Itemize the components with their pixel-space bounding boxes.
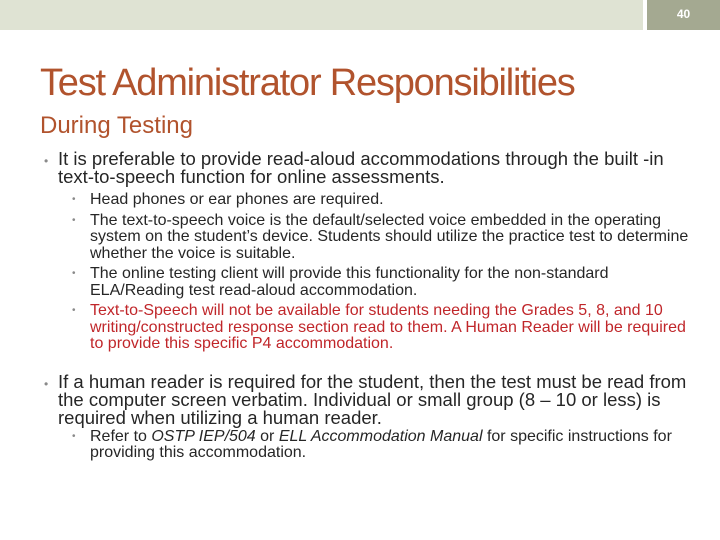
sub-bullet-4-text: Text-to-Speech will not be available for students needing the Grades 5, 8, and 10 writing/constructed response section read to them. A Human Reader will be required to provide this specific P4 accommodation.	[90, 302, 686, 352]
sub-bullet-3-text: The online testing client will provide this functionality for the non-standard ELA/Reading test read-aloud accommodation.	[90, 265, 609, 299]
sub-bullet-5	[44, 429, 694, 462]
bullet-2-sublist	[44, 429, 694, 462]
bullet-1-sublist	[44, 192, 694, 353]
bullet-dot: •	[72, 268, 76, 279]
sub-bullet-1-text: Head phones or ear phones are required.	[90, 191, 384, 208]
ell-manual-ref: ELL Accommodation Manual	[278, 427, 483, 445]
bullet-2	[44, 370, 694, 428]
content-body	[44, 150, 694, 466]
bullet-dot: •	[72, 214, 76, 226]
bullet-dot: •	[44, 376, 49, 391]
sub-bullet-1	[44, 192, 694, 209]
slide-subtitle: During Testing	[40, 112, 193, 139]
bullet-dot: •	[72, 194, 76, 205]
bullet-1-text: It is preferable to provide read-aloud accommodations through the built -in text-to-speech function for online assessments.	[58, 148, 664, 187]
sub-bullet-2	[44, 213, 694, 263]
sub-bullet-4	[44, 303, 694, 353]
iep-504-manual-ref: OSTP IEP/504	[151, 427, 256, 445]
bullet-dot: •	[72, 430, 76, 442]
sub-bullet-5-suffix: for specific instructions for providing this accommodation.	[90, 427, 672, 461]
sub-bullet-5-prefix: Refer to	[90, 427, 152, 445]
slide-title: Test Administrator Responsibilities	[40, 62, 575, 104]
sub-bullet-2-text: The text-to-speech voice is the default/selected voice embedded in the operating system on the student’s device. Students should utilize the practice test to determine whether the voice is suitable.	[90, 211, 689, 262]
header-bar	[0, 0, 643, 30]
page-number-box	[647, 0, 720, 30]
bullet-dot: •	[72, 305, 76, 316]
bullet-dot: •	[44, 154, 49, 168]
bullet-2-text: If a human reader is required for the student, then the test must be read from the computer screen verbatim. Individual or small group (8 – 10 or less) is required when utilizing a human reader.	[58, 370, 687, 428]
sub-bullet-3	[44, 266, 694, 299]
sub-bullet-5-mid: or	[255, 427, 279, 445]
bullet-1	[44, 150, 694, 186]
page-number: 40	[676, 7, 691, 21]
